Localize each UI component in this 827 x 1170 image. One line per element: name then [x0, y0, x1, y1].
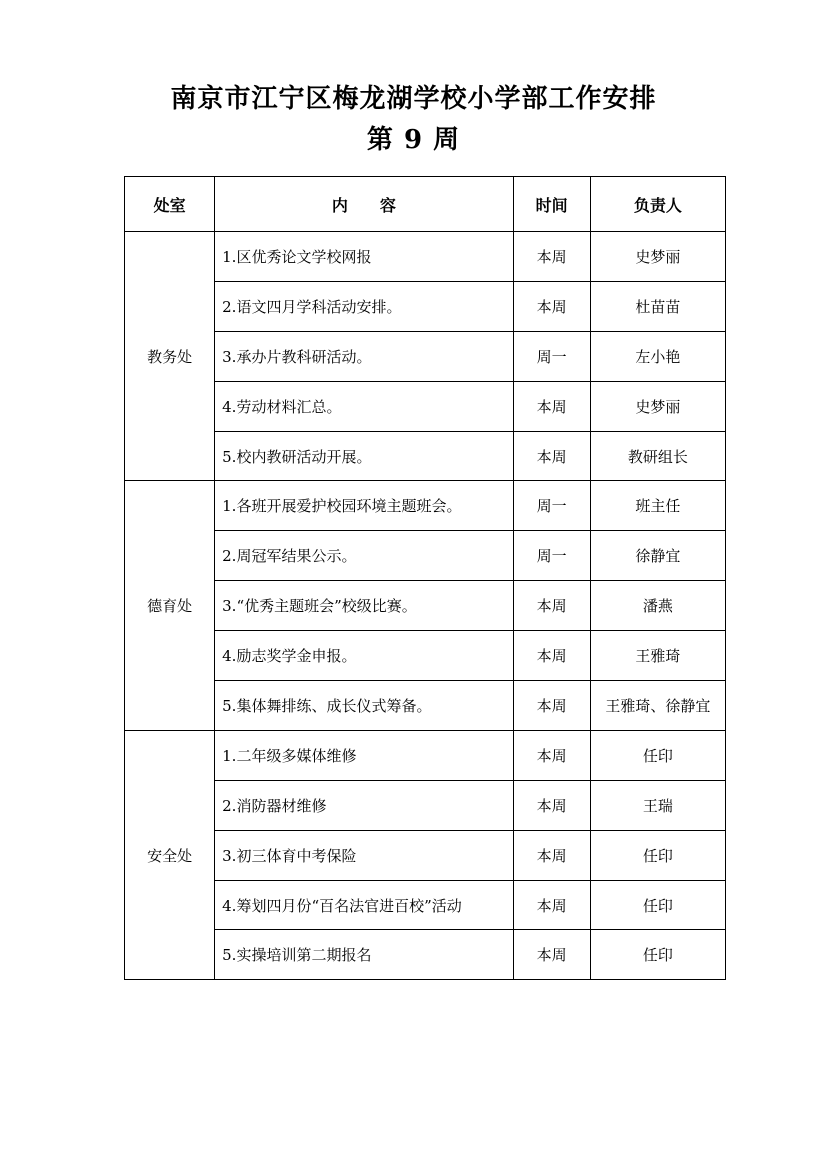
- table-row: [125, 930, 726, 980]
- owner-cell: 王雅琦: [590, 631, 725, 681]
- content-cell: 1.各班开展爱护校园环境主题班会。: [215, 481, 513, 531]
- time-cell: 本周: [513, 730, 590, 780]
- owner-cell: 史梦丽: [590, 232, 725, 282]
- content-cell: 4.劳动材料汇总。: [215, 381, 513, 431]
- time-cell: 本周: [513, 780, 590, 830]
- header-dept: 处室: [125, 177, 215, 232]
- time-cell: 本周: [513, 232, 590, 282]
- time-cell: 本周: [513, 930, 590, 980]
- week-label: 第 9 周: [366, 125, 461, 155]
- table-row: [125, 431, 726, 481]
- content-cell: 5.实操培训第二期报名: [215, 930, 513, 980]
- table-row: [125, 232, 726, 282]
- content-cell: 3.“优秀主题班会”校级比赛。: [215, 581, 513, 631]
- table-row: [125, 681, 726, 731]
- time-cell: 周一: [513, 331, 590, 381]
- schedule-table: [124, 176, 726, 980]
- content-cell: 2.语文四月学科活动安排。: [215, 281, 513, 331]
- content-cell: 2.消防器材维修: [215, 780, 513, 830]
- time-cell: 本周: [513, 830, 590, 880]
- time-cell: 本周: [513, 880, 590, 930]
- time-cell: 周一: [513, 481, 590, 531]
- header-time: 时间: [513, 177, 590, 232]
- owner-cell: 教研组长: [590, 431, 725, 481]
- owner-cell: 杜苗苗: [590, 281, 725, 331]
- owner-cell: 王雅琦、徐静宜: [590, 681, 725, 731]
- content-cell: 5.校内教研活动开展。: [215, 431, 513, 481]
- content-cell: 5.集体舞排练、成长仪式筹备。: [215, 681, 513, 731]
- owner-cell: 左小艳: [590, 331, 725, 381]
- header-row: [125, 177, 726, 232]
- time-cell: 本周: [513, 281, 590, 331]
- time-cell: 本周: [513, 431, 590, 481]
- header-content: 内 容: [215, 177, 513, 232]
- dept-cell: 教务处: [125, 232, 215, 481]
- owner-cell: 潘燕: [590, 581, 725, 631]
- owner-cell: 任印: [590, 930, 725, 980]
- table-row: [125, 830, 726, 880]
- content-cell: 2.周冠军结果公示。: [215, 531, 513, 581]
- document-title: 南京市江宁区梅龙湖学校小学部工作安排: [170, 84, 657, 114]
- time-cell: 本周: [513, 581, 590, 631]
- content-cell: 1.二年级多媒体维修: [215, 730, 513, 780]
- time-cell: 本周: [513, 681, 590, 731]
- owner-cell: 班主任: [590, 481, 725, 531]
- owner-cell: 任印: [590, 880, 725, 930]
- content-cell: 1.区优秀论文学校网报: [215, 232, 513, 282]
- content-cell: 3.初三体育中考保险: [215, 830, 513, 880]
- time-cell: 周一: [513, 531, 590, 581]
- table-row: [125, 730, 726, 780]
- table-row: [125, 780, 726, 830]
- time-cell: 本周: [513, 631, 590, 681]
- owner-cell: 任印: [590, 730, 725, 780]
- dept-cell: 安全处: [125, 730, 215, 979]
- dept-cell: 德育处: [125, 481, 215, 730]
- owner-cell: 史梦丽: [590, 381, 725, 431]
- table-row: [125, 281, 726, 331]
- table-row: [125, 381, 726, 431]
- owner-cell: 任印: [590, 830, 725, 880]
- owner-cell: 徐静宜: [590, 531, 725, 581]
- header-owner: 负责人: [590, 177, 725, 232]
- table-row: [125, 481, 726, 531]
- content-cell: 3.承办片教科研活动。: [215, 331, 513, 381]
- owner-cell: 王瑞: [590, 780, 725, 830]
- time-cell: 本周: [513, 381, 590, 431]
- table-row: [125, 531, 726, 581]
- table-row: [125, 631, 726, 681]
- content-cell: 4.励志奖学金申报。: [215, 631, 513, 681]
- content-cell: 4.筹划四月份“百名法官进百校”活动: [215, 880, 513, 930]
- table-row: [125, 880, 726, 930]
- table-row: [125, 581, 726, 631]
- table-row: [125, 331, 726, 381]
